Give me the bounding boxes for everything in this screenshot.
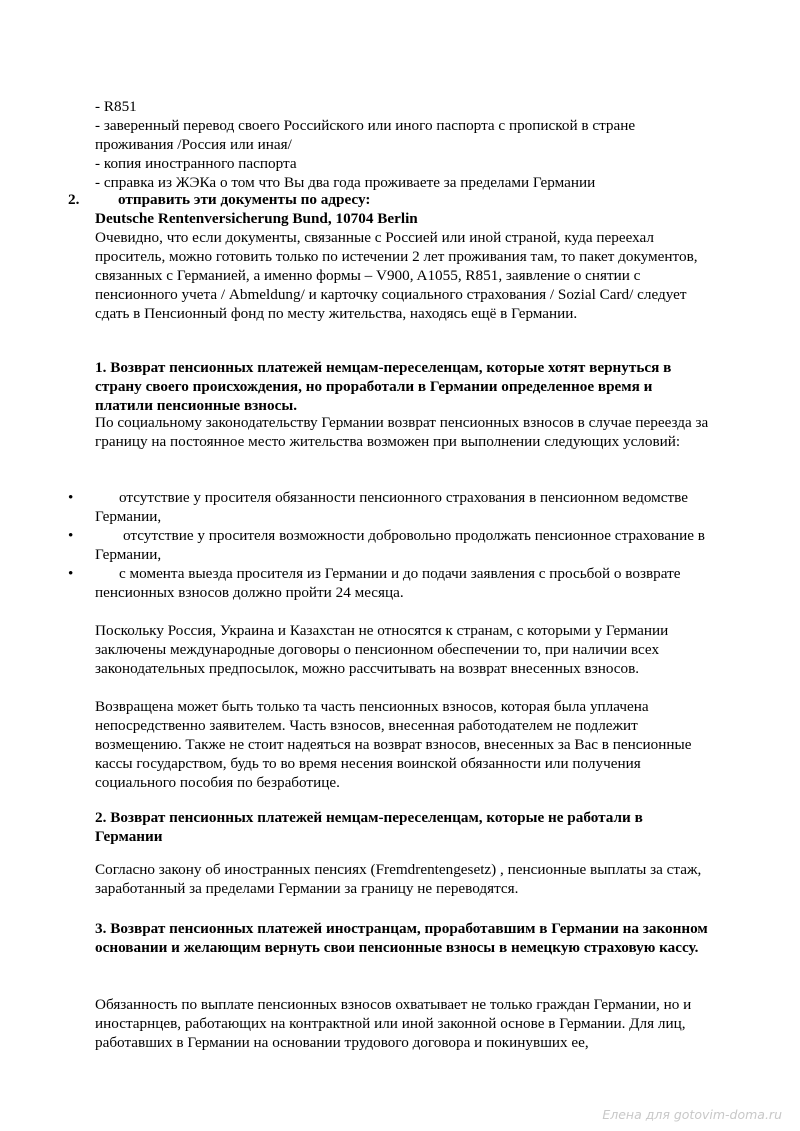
paragraph: Поскольку Россия, Украина и Казахстан не относятся к странам, с которыми у Германии заключены международные договоры о пенсионном обеспечении то, при наличии всех законодательных предпосылок, можно рассчитывать на возврат внесенных взносов. [95, 622, 669, 677]
paragraph: Очевидно, что если документы, связанные с Россией или иной страной, куда переехал проситель, можно готовить только по истечении 2 лет проживания там, то пакет документов, связанных с Германией, а именно формы – V900, A1055, R851, заявление о снятии с пенсионного учета / Abmeldung/ и карточку социального страхования / Sozial Card/ следует сдать в Пенсионный фонд по месту жительства, находясь ещё в Германии. [95, 229, 698, 322]
bullet-text: отсутствие у просителя обязанности пенсионного страхования в пенсионном ведомстве Германии, [95, 489, 688, 525]
bullet-icon: • [68, 489, 74, 506]
bullet-icon: • [68, 527, 74, 544]
address: Deutsche Rentenversicherung Bund, 10704 Berlin [95, 210, 418, 227]
bullet-icon: • [68, 565, 74, 582]
section-heading: 1. Возврат пенсионных платежей немцам-переселенцам, которые хотят вернуться в страну своего происхождения, но проработали в Германии определенное время и платили пенсионные взносы. [95, 359, 672, 414]
section-heading: 2. Возврат пенсионных платежей немцам-переселенцам, которые не работали в Германии [95, 809, 643, 845]
list-item: - справка из ЖЭКа о том что Вы два года проживаете за пределами Германии [95, 174, 596, 191]
paragraph: Обязанность по выплате пенсионных взносов охватывает не только граждан Германии, но и иностарнцев, работающих на контрактной или иной законной основе в Германии. Для лиц, работавших в Германии на основании трудового договора и покинувших ее, [95, 996, 692, 1051]
list-item: - копия иностранного паспорта [95, 155, 297, 172]
bullet-text: отсутствие у просителя возможности добровольно продолжать пенсионное страхование в Германии, [95, 527, 705, 563]
bullet-text: с момента выезда просителя из Германии и до подачи заявления с просьбой о возврате пенсионных взносов должно пройти 24 месяца. [95, 565, 681, 601]
paragraph: По социальному законодательству Германии возврат пенсионных взносов в случае переезда за границу на постоянное место жительства возможен при выполнении следующих условий: [95, 414, 709, 450]
watermark: Елена для gotovim-doma.ru [602, 1107, 782, 1122]
paragraph: Согласно закону об иностранных пенсиях (Fremdrentengesetz) , пенсионные выплаты за стаж, заработанный за пределами Германии за границу не переводятся. [95, 861, 702, 897]
section-heading: 3. Возврат пенсионных платежей иностранцам, проработавшим в Германии на законном основании и желающим вернуть свои пенсионные взносы в немецкую страховую кассу. [95, 920, 708, 956]
list-item: - R851 [95, 98, 137, 115]
step-title: отправить эти документы по адресу: [118, 191, 371, 208]
list-item: - заверенный перевод своего Российского или иного паспорта с пропиской в стране проживания /Россия или иная/ [95, 117, 636, 153]
paragraph: Возвращена может быть только та часть пенсионных взносов, которая была уплачена непосредственно заявителем. Часть взносов, внесенная работодателем не подлежит возмещению. Также не стоит надеяться на возврат взносов, внесенных за Вас в пенсионные кассы государством, будь то во время несения воинской обязанности или получения социального пособия по безработице. [95, 698, 692, 791]
step-number: 2. [68, 191, 80, 208]
